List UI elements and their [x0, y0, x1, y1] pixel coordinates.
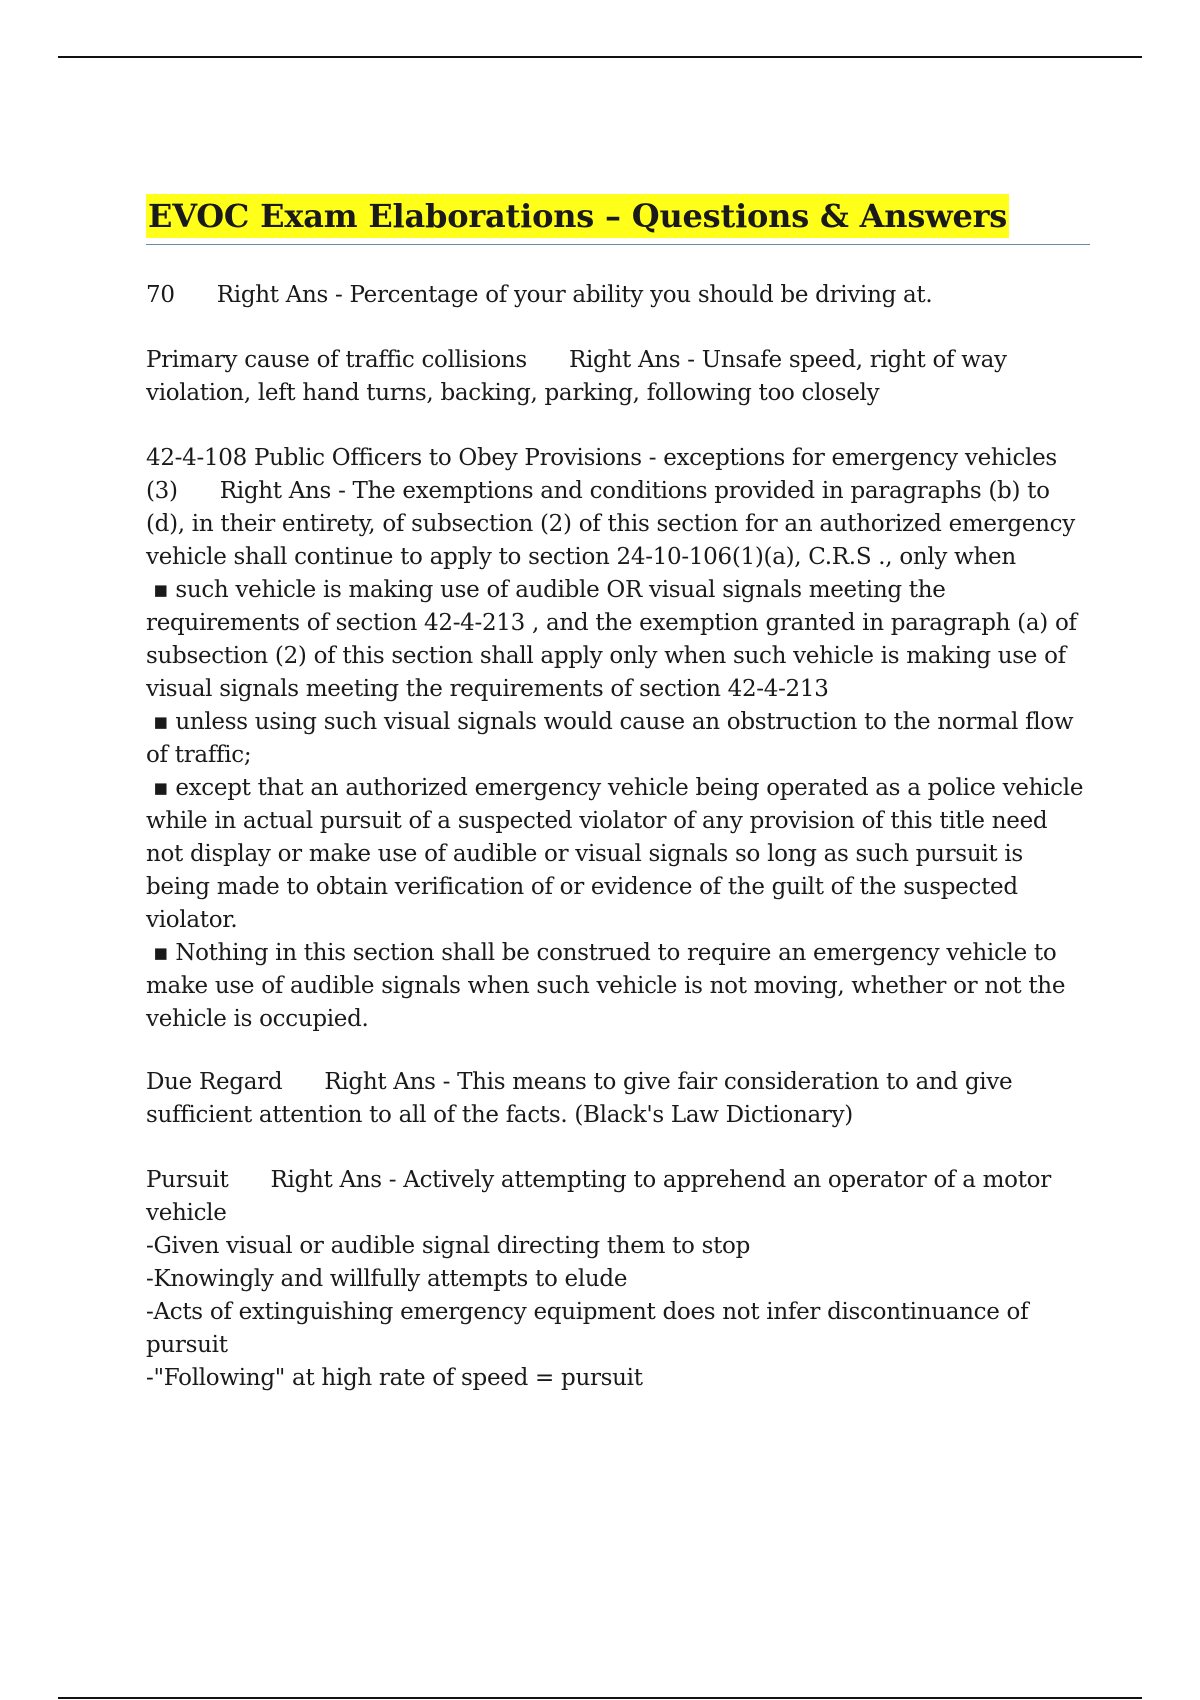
question-text: Pursuit [146, 1167, 229, 1193]
qa-entry [146, 1164, 1090, 1395]
qa-entry [146, 442, 1090, 1036]
answer-text: Right Ans - Unsafe speed, right of way violation, left hand turns, backing, parking, following too closely [146, 347, 1007, 406]
qa-entry [146, 1066, 1090, 1132]
qa-entry [146, 344, 1090, 410]
bullet-item: ▪ Nothing in this section shall be construed to require an emergency vehicle to make use of audible signals when such vehicle is not moving, whether or not the vehicle is occupied. [146, 937, 1090, 1036]
page-top-rule [58, 56, 1142, 58]
question-text: Primary cause of traffic collisions [146, 347, 527, 373]
detail-line: -Given visual or audible signal directing them to stop [146, 1233, 751, 1259]
answer-text: Right Ans - The exemptions and conditions provided in paragraphs (b) to (d), in their entirety, of subsection (2) of this section for an authorized emergency vehicle shall continue to apply to section 24-10-106(1)(a), C.R.S ., only when [146, 478, 1075, 570]
question-text: 70 [146, 282, 175, 308]
detail-line: -"Following" at high rate of speed = pursuit [146, 1365, 643, 1391]
question-text: 42-4-108 Public Officers to Obey Provisions - exceptions for emergency vehicles (3) [146, 445, 1057, 504]
bullet-item: ▪ such vehicle is making use of audible OR visual signals meeting the requirements of section 42-4-213 , and the exemption granted in paragraph (a) of subsection (2) of this section shall apply only when such vehicle is making use of visual signals meeting the requirements of section 42-4-213 [146, 574, 1090, 706]
bullet-item: ▪ except that an authorized emergency vehicle being operated as a police vehicle while in actual pursuit of a suspected violator of any provision of this title need not display or make use of audible or visual signals so long as such pursuit is being made to obtain verification of or evidence of the guilt of the suspected violator. [146, 772, 1090, 937]
bullet-item: ▪ unless using such visual signals would cause an obstruction to the normal flow of traffic; [146, 706, 1090, 772]
question-text: Due Regard [146, 1069, 283, 1095]
answer-text: Right Ans - Percentage of your ability you should be driving at. [216, 282, 933, 308]
document-title: EVOC Exam Elaborations – Questions & Answers [146, 194, 1009, 238]
detail-line: -Acts of extinguishing emergency equipment does not infer discontinuance of pursuit [146, 1299, 1029, 1358]
page-bottom-rule [58, 1697, 1142, 1699]
title-block [146, 194, 1090, 245]
qa-entry [146, 279, 1090, 312]
answer-text: Right Ans - Actively attempting to apprehend an operator of a motor vehicle [146, 1167, 1051, 1226]
document-body [146, 194, 1090, 1427]
detail-line: -Knowingly and willfully attempts to elude [146, 1266, 628, 1292]
answer-text: Right Ans - This means to give fair consideration to and give sufficient attention to all of the facts. (Black's Law Dictionary) [146, 1069, 1013, 1128]
